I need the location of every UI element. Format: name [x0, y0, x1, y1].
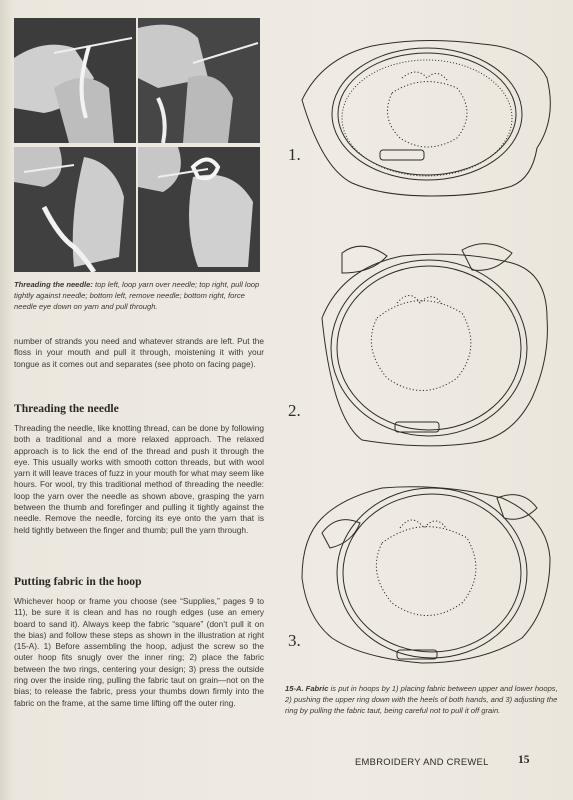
hoop-step-2: [322, 244, 547, 446]
hoop-step-1: [302, 40, 550, 196]
step-label-3: 3.: [288, 631, 301, 650]
photo-caption: [14, 279, 268, 312]
photo-top-right: [138, 18, 260, 143]
hoop-step-3: [302, 487, 550, 663]
figure-caption: [285, 683, 560, 716]
figure-caption-label: 15-A. Fabric: [285, 684, 329, 693]
page-number: 15: [518, 754, 530, 766]
photo-bottom-right: [138, 147, 260, 272]
running-head: EMBROIDERY AND CREWEL: [355, 756, 489, 767]
figure-caption-text: is put in hoops by 1) placing fabric between upper and lower hoops, 2) pushing the upper ring down with the heels of both hands, and 3) adjusting the ring by pulling the fabric taut, being careful not to pull it off grain.: [285, 684, 558, 715]
hoop-illustration: [282, 18, 562, 678]
photo-bottom-left: [14, 147, 136, 272]
photo-top-left: [14, 18, 136, 143]
step-label-1: 1.: [288, 145, 301, 164]
photo-caption-text: top left, loop yarn over needle; top right, pull loop tightly against needle; bottom left, remove needle; bottom right, force needle eye down on yarn and pull through.: [14, 280, 260, 311]
section-text-threading: Threading the needle, like knotting thread, can be done by following both a traditional and a more relaxed approach. The relaxed approach is to lick the end of the thread and push it through the eye. This usually works with smooth cotton threads, but with wool yarn it will leave traces of fuzz in your mouth for what may seem like hours. For wool, try this traditional method of threading the needle: loop the yarn over the needle as shown above, grasping the yarn between the thumb and forefinger and pulling it tightly against the needle. Remove the needle, forcing its eye onto the yarn that is held tightly between the finger and thumb; pull the yarn through.: [14, 423, 264, 535]
section-heading-threading: Threading the needle: [14, 402, 119, 415]
step-label-2: 2.: [288, 401, 301, 420]
section-text-hoop: Whichever hoop or frame you choose (see “Supplies,” pages 9 to 11), be sure it is clean and has no rough edges (use an emery board to sand it). Always keep the fabric “square” (don’t pull it on the bias) and follow these steps as shown in the illustration at right (15-A). 1) Before assembling the hoop, adjust the screw so the outer hoop fits snugly over the inner ring; 2) place the fabric between the two rings, centering your design; 3) press the outside ring over the inside ring, pulling the fabric taut on grain—not on the bias; to release the fabric, press your thumbs down firmly into the fabric on the frame, at the same time lifting off the outer ring.: [14, 596, 264, 708]
photo-caption-title: Threading the needle:: [14, 280, 93, 289]
threading-photos: [14, 18, 264, 274]
section-heading-hoop: Putting fabric in the hoop: [14, 575, 142, 588]
intro-paragraph: number of strands you need and whatever strands are left. Put the floss in your mouth and pull it through, moistening it with your tongue as it comes out and separates (see photo on facing page).: [14, 336, 264, 369]
